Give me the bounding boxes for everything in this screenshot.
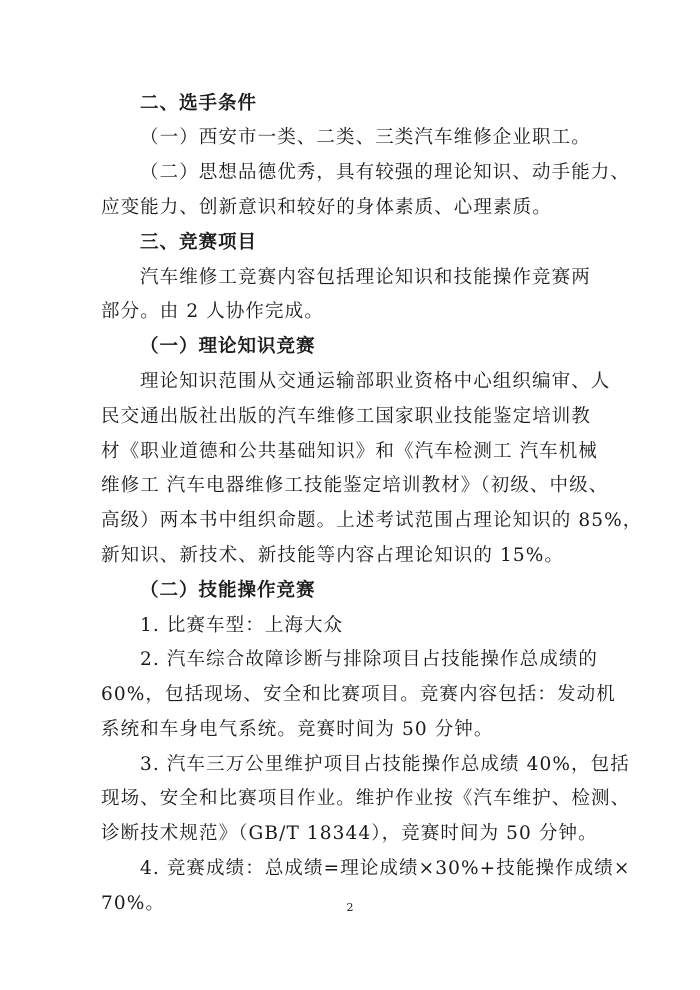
skill-item-2-line-1: 2. 汽车综合故障诊断与排除项目占技能操作总成绩的 [140,649,599,670]
theory-paragraph-line-1: 理论知识范围从交通运输部职业资格中心组织编审、人 [140,371,611,392]
events-intro-line-2: 部分。由 2 人协作完成。 [101,301,324,322]
skill-item-2-line-3: 系统和车身电气系统。竞赛时间为 50 分钟。 [101,719,494,740]
subheading-theory-contest: （一）理论知识竞赛 [140,336,316,357]
condition-item-1: （一）西安市一类、二类、三类汽车维修企业职工。 [140,127,591,148]
skill-item-3-line-3: 诊断技术规范》（GB/T 18344），竞赛时间为 50 分钟。 [101,823,598,844]
skill-item-1: 1. 比赛车型：上海大众 [140,615,344,636]
theory-paragraph-line-5: 高级）两本书中组织命题。上述考试范围占理论知识的 85%， [101,510,643,531]
skill-item-3-line-2: 现场、安全和比赛项目作业。维护作业按《汽车维护、检测、 [101,788,631,809]
condition-item-2-line-2: 应变能力、创新意识和较好的身体素质、心理素质。 [101,197,552,218]
events-intro-line-1: 汽车维修工竞赛内容包括理论知识和技能操作竞赛两 [140,267,591,288]
theory-paragraph-line-2: 民交通出版社出版的汽车维修工国家职业技能鉴定培训教 [101,406,592,427]
skill-item-4-line-2: 70%。 [101,893,166,914]
section-heading-events: 三、竞赛项目 [140,232,258,253]
theory-paragraph-line-3: 材《职业道德和公共基础知识》和《汽车检测工 汽车机械 [101,441,598,462]
skill-item-4-line-1: 4. 竞赛成绩：总成绩=理论成绩×30%+技能操作成绩× [140,858,631,879]
theory-paragraph-line-4: 维修工 汽车电器维修工技能鉴定培训教材》（初级、中级、 [101,475,609,496]
skill-item-2-line-2: 60%，包括现场、安全和比赛项目。竞赛内容包括：发动机 [101,684,616,705]
skill-item-3-line-1: 3. 汽车三万公里维护项目占技能操作总成绩 40%，包括 [140,754,630,775]
theory-paragraph-line-6: 新知识、新技术、新技能等内容占理论知识的 15%。 [101,545,565,566]
condition-item-2-line-1: （二）思想品德优秀，具有较强的理论知识、动手能力、 [140,162,631,183]
section-heading-selection: 二、选手条件 [140,93,258,114]
subheading-skill-contest: （二）技能操作竞赛 [140,580,316,601]
page-number: 2 [346,901,354,914]
